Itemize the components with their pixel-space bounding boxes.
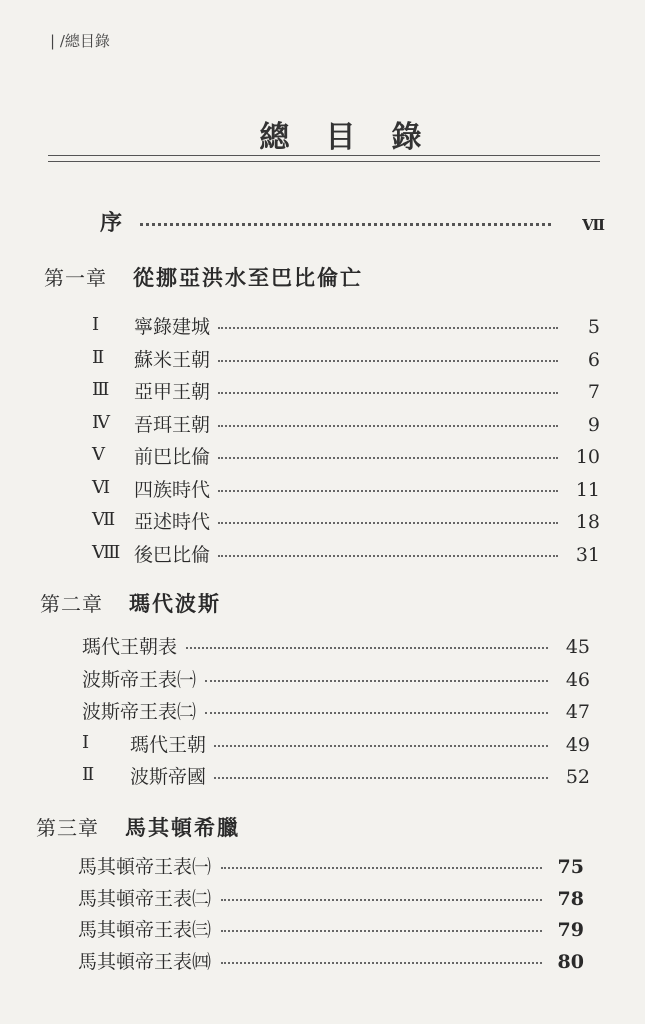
leader-dots: [218, 360, 558, 362]
entry-page: 11: [575, 478, 600, 501]
entry-numeral: Ⅱ: [82, 764, 95, 785]
toc-entry[interactable]: [78, 915, 584, 945]
entry-label: 馬其頓帝王表㈢: [78, 919, 212, 941]
entry-page: 45: [565, 636, 590, 658]
leader-dots: [218, 392, 558, 394]
chapter-heading: [36, 812, 240, 842]
entry-label: 四族時代: [134, 478, 211, 501]
entry-label: 亞述時代: [134, 511, 211, 533]
entry-page: 79: [557, 919, 584, 941]
entry-page: 78: [557, 887, 584, 910]
entry-label: 亞甲王朝: [134, 381, 211, 403]
entry-page: 31: [575, 543, 600, 566]
entry-page: 49: [565, 733, 590, 756]
entry-label: 瑪代王朝: [130, 733, 207, 756]
leader-dots: [221, 930, 543, 932]
chapter-number: 第三章: [36, 816, 99, 840]
toc-entry[interactable]: [92, 345, 600, 375]
entry-label: 後巴比倫: [134, 543, 211, 566]
running-head: | /總目錄: [50, 32, 110, 50]
chapter-number: 第二章: [40, 592, 103, 616]
leader-dots: [221, 962, 543, 964]
toc-entry[interactable]: [78, 947, 584, 977]
preface-page: Ⅶ: [582, 216, 605, 234]
toc-entry[interactable]: [92, 410, 600, 440]
entry-page: 75: [557, 856, 584, 878]
leader-dots: [218, 425, 558, 427]
toc-entry[interactable]: [92, 312, 600, 342]
entry-numeral: Ⅷ: [92, 541, 121, 563]
chapter-title: 瑪代波斯: [129, 592, 221, 616]
toc-entry[interactable]: [82, 730, 590, 760]
entry-page: 47: [565, 701, 590, 723]
toc-entry[interactable]: [92, 442, 600, 472]
entry-page: 46: [565, 668, 590, 691]
entry-label: 瑪代王朝表: [82, 636, 178, 658]
toc-entry[interactable]: [92, 540, 600, 570]
entry-label: 馬其頓帝王表㈠: [78, 856, 212, 878]
chapter-number: 第一章: [44, 266, 107, 290]
leader-dots: [221, 899, 543, 901]
entry-numeral: Ⅲ: [92, 379, 110, 400]
entry-page: 52: [565, 766, 590, 788]
toc-entry[interactable]: [82, 665, 590, 695]
entry-label: 波斯帝國: [130, 766, 207, 788]
toc-entry[interactable]: [82, 762, 590, 792]
leader-dots: [140, 223, 551, 226]
entry-numeral: Ⅰ: [82, 731, 90, 753]
preface-entry[interactable]: [100, 206, 605, 236]
leader-dots: [214, 777, 548, 779]
leader-dots: [218, 555, 558, 557]
entry-numeral: Ⅴ: [92, 444, 105, 465]
entry-page: 80: [557, 950, 584, 973]
entry-page: 5: [587, 316, 600, 338]
toc-entry[interactable]: [82, 632, 590, 662]
entry-page: 9: [587, 413, 600, 436]
entry-page: 10: [575, 446, 600, 468]
entry-label: 蘇米王朝: [134, 348, 211, 371]
entry-numeral: Ⅱ: [92, 346, 105, 368]
leader-dots: [186, 647, 549, 649]
leader-dots: [218, 327, 558, 329]
entry-numeral: Ⅵ: [92, 476, 111, 498]
leader-dots: [218, 490, 558, 492]
entry-label: 馬其頓帝王表㈣: [78, 950, 212, 973]
toc-entry[interactable]: [92, 377, 600, 407]
leader-dots: [205, 680, 548, 682]
toc-entry[interactable]: [92, 475, 600, 505]
entry-label: 吾珥王朝: [134, 413, 211, 436]
chapter-title: 從挪亞洪水至巴比倫亡: [133, 266, 363, 290]
page-title: 總目錄: [259, 120, 458, 155]
preface-label: 序: [100, 211, 123, 236]
chapter-heading: [44, 262, 363, 292]
leader-dots: [218, 457, 558, 459]
leader-dots: [218, 522, 558, 524]
entry-label: 寧錄建城: [134, 316, 211, 338]
entry-numeral: Ⅳ: [92, 411, 110, 433]
toc-entry[interactable]: [78, 884, 584, 914]
toc-entry[interactable]: [82, 697, 590, 727]
leader-dots: [214, 745, 548, 747]
chapter-title: 馬其頓希臘: [125, 816, 240, 840]
title-rule-bottom: [48, 161, 600, 162]
entry-page: 7: [587, 381, 600, 403]
entry-label: 前巴比倫: [134, 446, 211, 468]
leader-dots: [205, 712, 548, 714]
entry-label: 波斯帝王表㈠: [82, 668, 197, 691]
entry-numeral: Ⅰ: [92, 314, 100, 335]
title-rule-top: [48, 155, 600, 156]
leader-dots: [221, 867, 543, 869]
chapter-heading: [40, 588, 221, 618]
toc-entry[interactable]: [78, 852, 584, 882]
entry-label: 波斯帝王表㈡: [82, 701, 197, 723]
entry-label: 馬其頓帝王表㈡: [78, 887, 212, 910]
entry-page: 6: [587, 348, 600, 371]
entry-page: 18: [575, 511, 600, 533]
toc-entry[interactable]: [92, 507, 600, 537]
entry-numeral: Ⅶ: [92, 509, 116, 530]
